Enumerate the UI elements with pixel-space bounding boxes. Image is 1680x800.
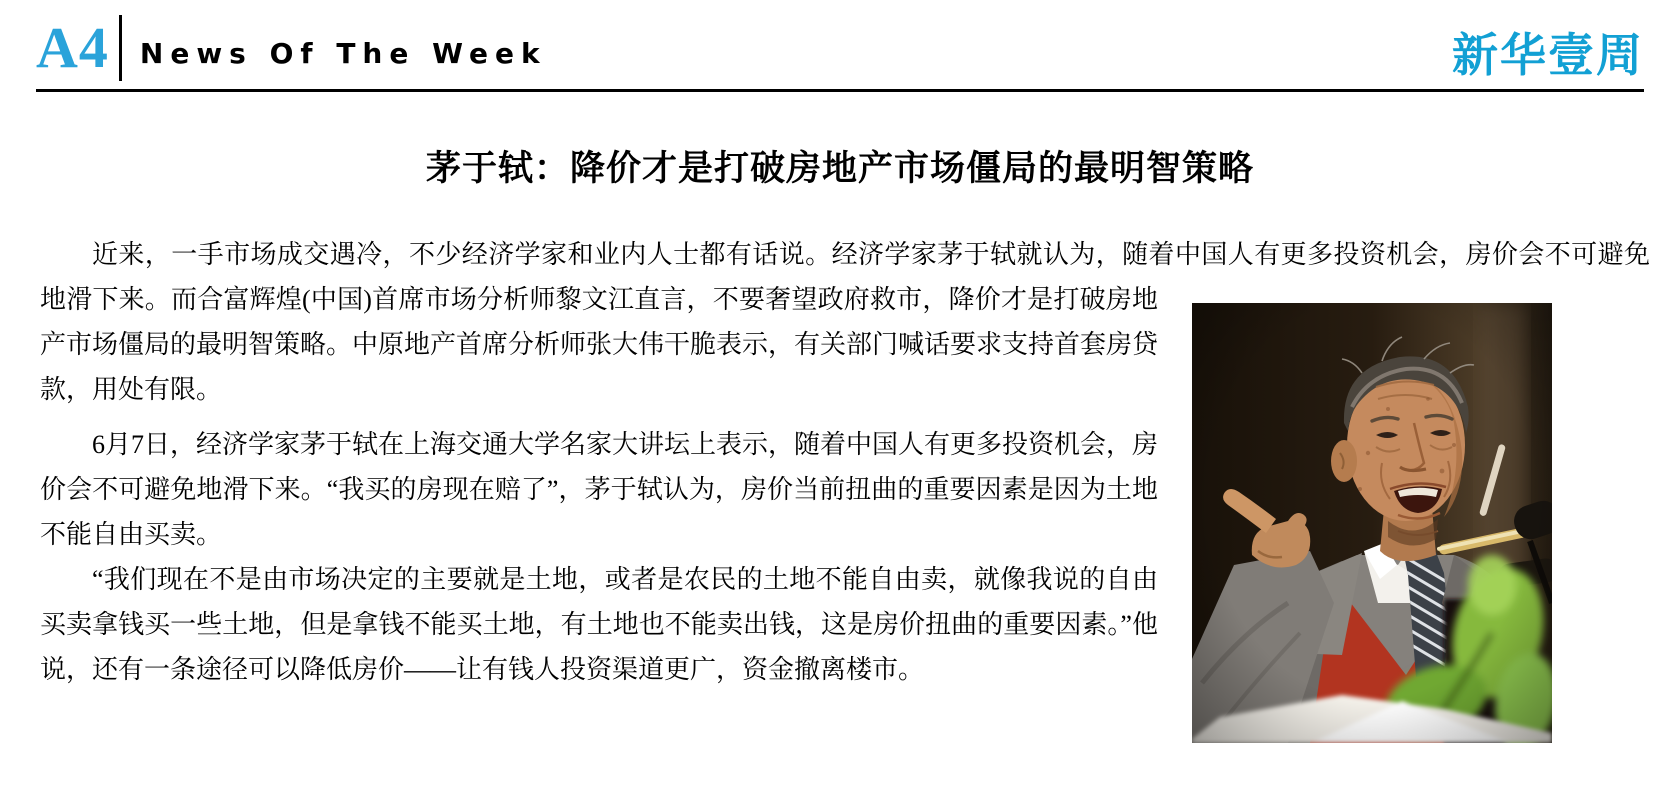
header-divider — [119, 15, 122, 81]
page-number: A4 — [36, 15, 109, 80]
article-body — [40, 232, 1650, 692]
article-title: 茅于轼：降价才是打破房地产市场僵局的最明智策略 — [425, 149, 1254, 189]
article-paragraph: 近来，一手市场成交遇冷，不少经济学家和业内人士都有话说。经济学家茅于轼就认为，随着中国人有更多投资机会，房价会不可避免地滑下来。而合富辉煌(中国)首席市场分析师黎文江直言，不要奢望政府救市，降价才是打破房地产市场僵局的最明智策略。中原地产首席分析师张大伟干脆表示，有关部门喊话要求支持首套房贷款，用处有限。 — [40, 240, 1650, 404]
page-header — [0, 0, 1680, 84]
speaker-portrait-illustration — [1192, 303, 1552, 743]
article-paragraph: “我们现在不是由市场决定的主要就是土地，或者是农民的土地不能自由卖，就像我说的自由买卖拿钱买一些土地，但是拿钱不能买土地，有土地也不能卖出钱，这是房价扭曲的重要因素。”他说，还有一条途径可以降低房价——让有钱人投资渠道更广，资金撤离楼市。 — [40, 565, 1158, 684]
section-title: News Of The Week — [139, 36, 547, 70]
article-photo — [1192, 303, 1552, 743]
header-rule — [36, 89, 1644, 92]
article-paragraph: 6月7日，经济学家茅于轼在上海交通大学名家大讲坛上表示，随着中国人有更多投资机会，房价会不可避免地滑下来。“我买的房现在赔了”，茅于轼认为，房价当前扭曲的重要因素是因为土地不能自由买卖。 — [40, 430, 1159, 549]
masthead-logo: 新华壹周 — [1452, 28, 1644, 82]
